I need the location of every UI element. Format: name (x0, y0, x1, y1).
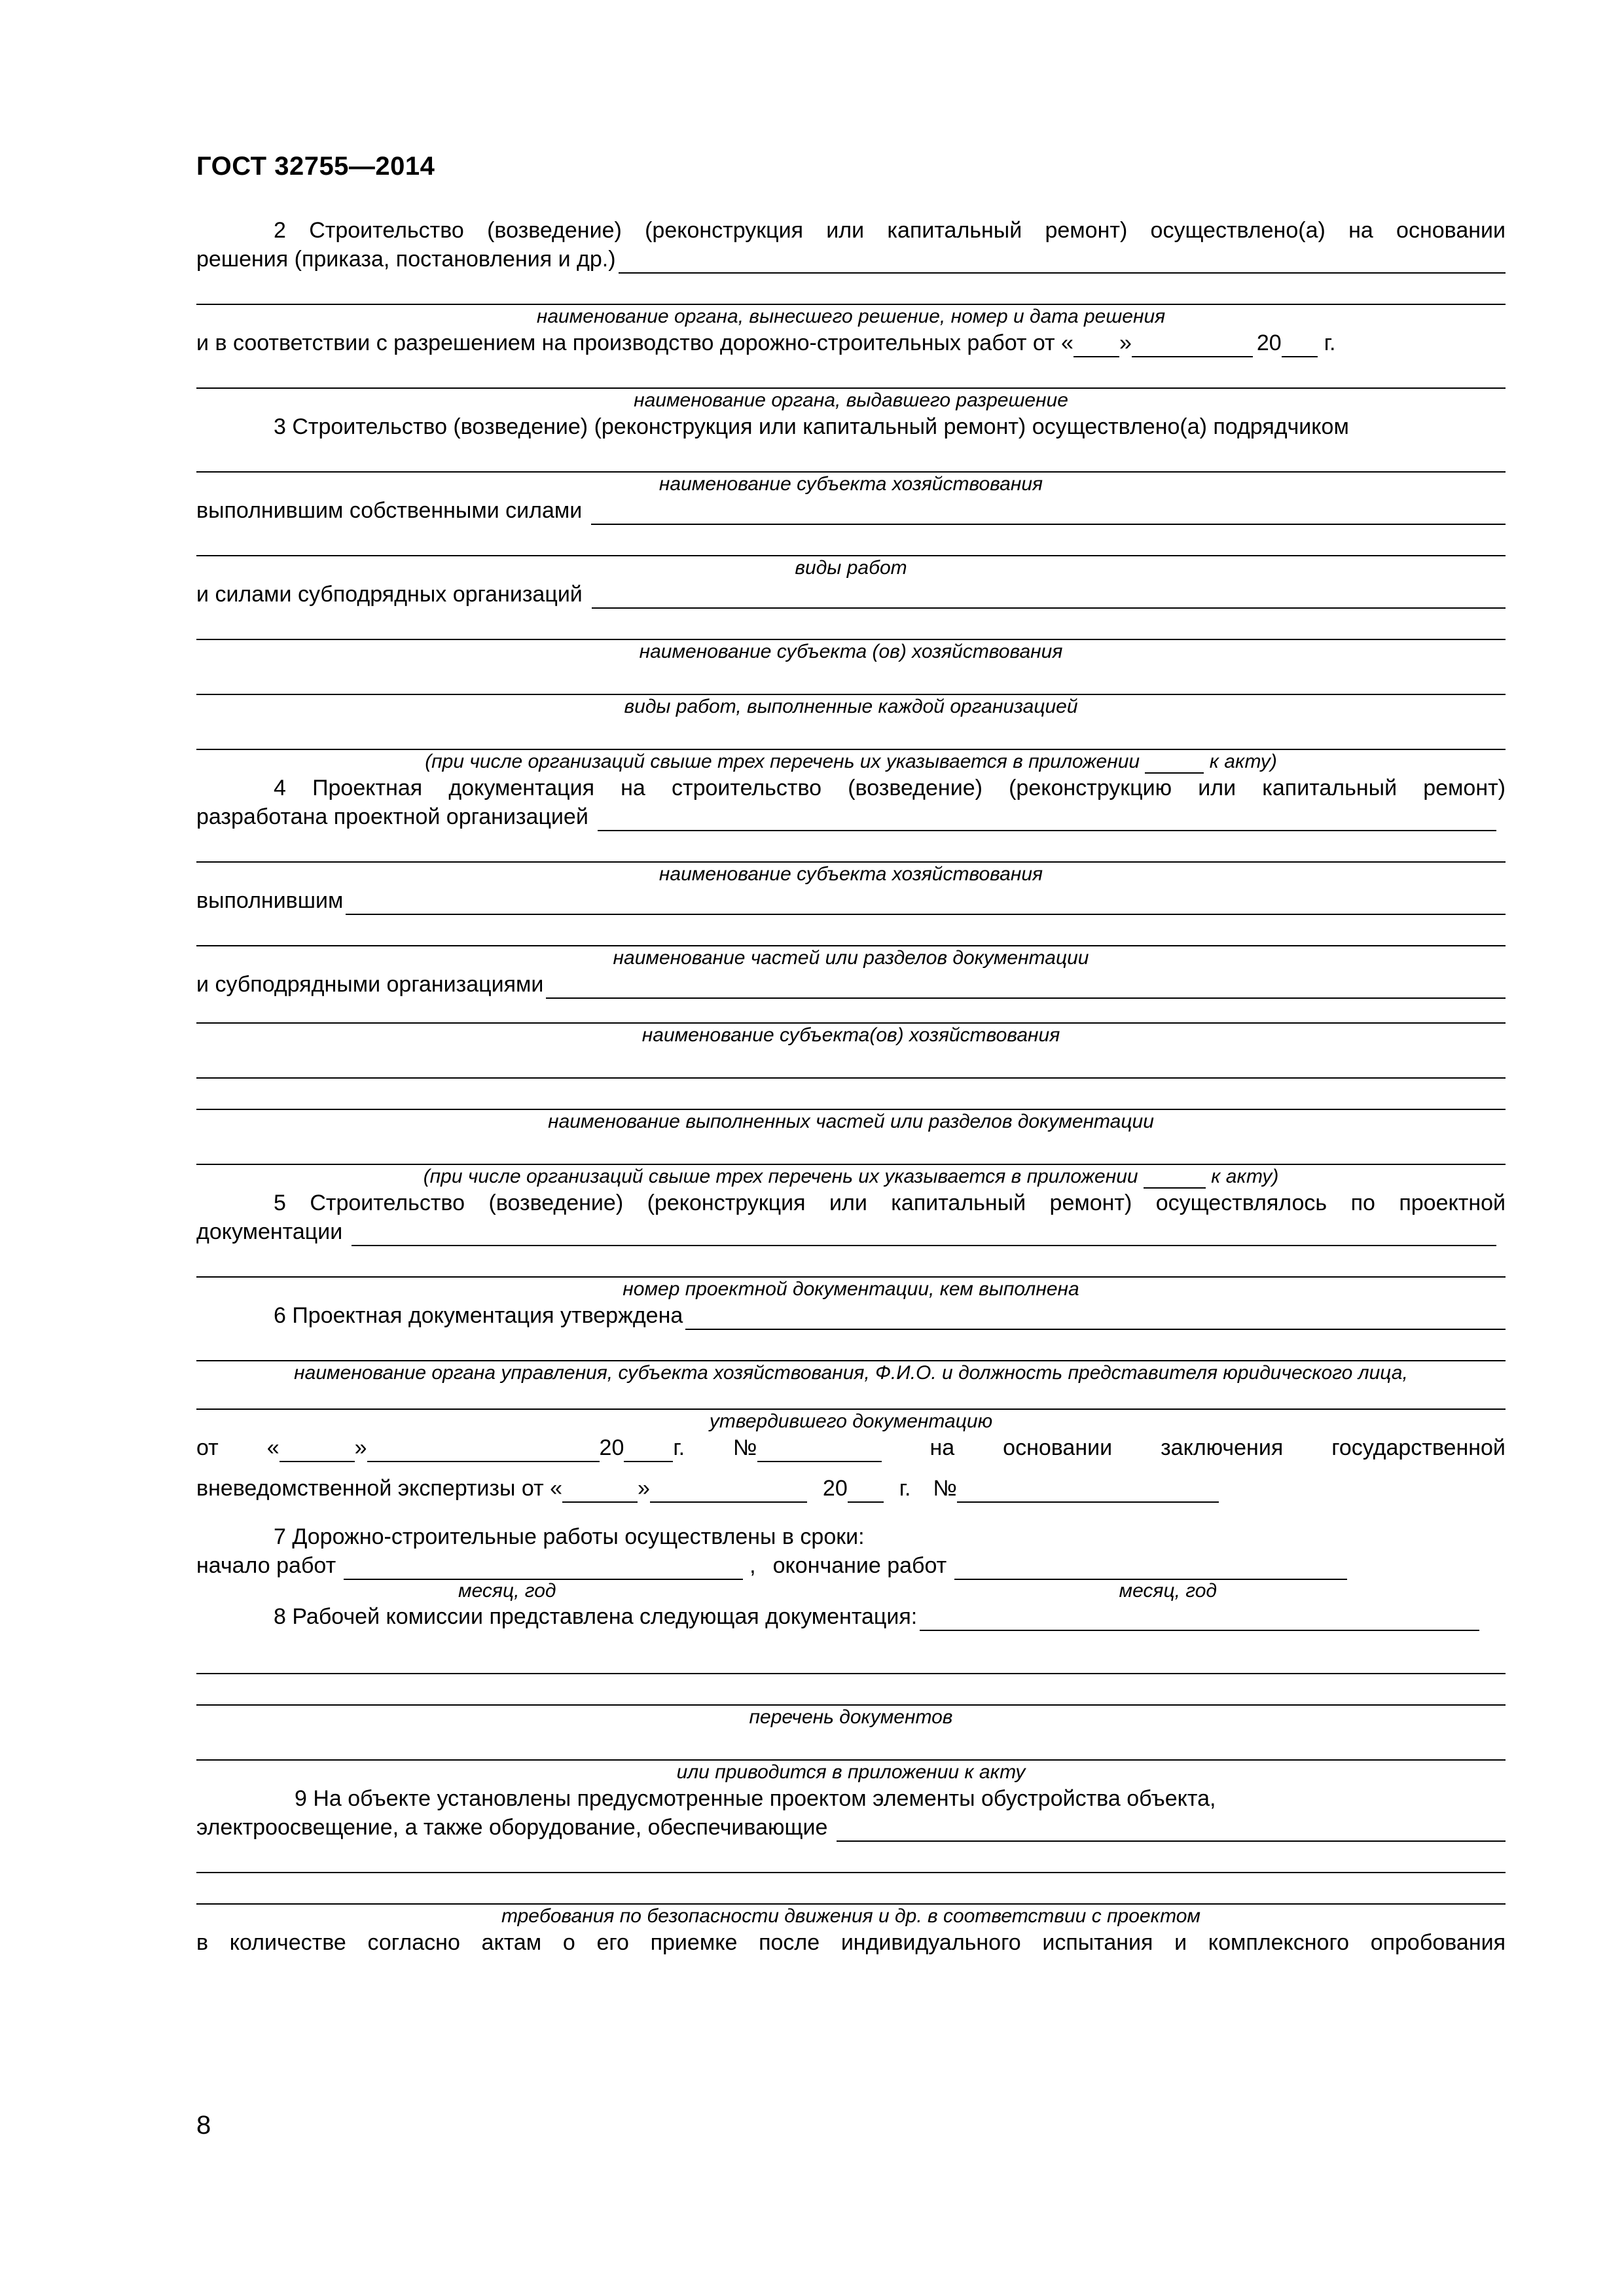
sec4-sub-orgs (196, 970, 1506, 999)
sec6-line1 (196, 1301, 1506, 1330)
sec6-approver-line[interactable] (196, 1330, 1506, 1361)
sec4-parts-line[interactable] (196, 915, 1506, 946)
sec9-line1: 9 На объекте установлены предусмотренные проектом элементы обустройства объекта, (295, 1786, 1216, 1811)
own-forces-field[interactable] (591, 501, 1506, 525)
sec6-expertise-num: № (933, 1476, 957, 1501)
sec4-caption-subjects: наименование субъекта(ов) хозяйствования (641, 1024, 1060, 1046)
sec9-requirements-line-2[interactable] (196, 1873, 1506, 1905)
sec6-expertise-g: г. (899, 1476, 911, 1501)
sec4-appendix-number-field[interactable] (1144, 1169, 1206, 1189)
sec5-docs-line[interactable] (196, 1246, 1506, 1278)
sec6-q-open: « (266, 1435, 280, 1460)
sec8-docs-line-2[interactable] (196, 1674, 1506, 1706)
sec3-caption-contractor: наименование субъекта хозяйствования (659, 473, 1043, 495)
docs-list-field[interactable] (920, 1607, 1479, 1631)
expertise-year-field[interactable] (848, 1480, 884, 1503)
sec7-line1: 7 Дорожно-строительные работы осуществлены в сроки: (274, 1524, 865, 1549)
sec9-line2-text: электроосвещение, а также оборудование, обеспечивающие (196, 1815, 828, 1840)
sec4-subjects-line[interactable] (196, 999, 1506, 1024)
sec7-end-label: окончание работ (772, 1553, 947, 1578)
sec4-caption-subject: наименование субъекта хозяйствования (659, 863, 1043, 885)
approved-by-field[interactable] (685, 1306, 1506, 1330)
sec6-year: 20 (599, 1435, 624, 1460)
sec9-requirements-line-1[interactable] (196, 1842, 1506, 1873)
sec7-start-label: начало работ (196, 1553, 336, 1578)
permit-day-field[interactable] (1074, 335, 1119, 357)
sec4-performed (196, 886, 1506, 915)
design-org-field[interactable] (598, 808, 1496, 831)
sec4-caption-completed-parts: наименование выполненных частей или разделов документации (548, 1111, 1154, 1132)
sec9-line3: в количестве согласно актам о его приемке после индивидуального испытания и комплексного опробования (196, 1930, 1506, 1955)
sec2-permit-prefix: и в соответствии с разрешением на производство дорожно-строительных работ от « (196, 331, 1074, 355)
expertise-number-field[interactable] (957, 1480, 1219, 1503)
sec4-performed-text: выполнившим (196, 888, 344, 913)
sec6-expertise-year: 20 (822, 1476, 848, 1501)
sec6-expertise-line (196, 1474, 1506, 1503)
sec3-appendix-suffix: к акту) (1209, 751, 1277, 772)
sec6-approver-line-2[interactable] (196, 1385, 1506, 1410)
sec6-date-group (267, 1433, 685, 1462)
sec6-caption-approved-docs: утвердившего документацию (709, 1410, 993, 1432)
sec7-caption-start: месяц, год (458, 1580, 556, 1602)
sec6-g: г. (673, 1435, 685, 1460)
sec9-line2 (196, 1813, 1506, 1842)
sec3-extra-line[interactable] (196, 719, 1506, 750)
sec3-caption-works-each: виды работ, выполненные каждой организацией (624, 696, 1078, 717)
sec3-own-forces (196, 496, 1506, 525)
sec4-line2-text: разработана проектной организацией (196, 804, 588, 829)
sec2-permit-authority-line[interactable] (196, 357, 1506, 389)
sec4-caption-appendix (196, 1165, 1506, 1189)
sec3-own-forces-text: выполнившим собственными силами (196, 498, 583, 523)
sec4-line2 (196, 802, 1506, 831)
expertise-day-field[interactable] (562, 1480, 638, 1503)
form-content (196, 216, 1506, 1957)
subcontractors-field[interactable] (592, 585, 1506, 609)
sec5-line2-text: документации (196, 1219, 343, 1244)
sec2-caption-decision: наименование органа, вынесшего решение, номер и дата решения (536, 306, 1166, 327)
sec2-permit-line (196, 329, 1506, 357)
sec2-permit-suffix: г. (1324, 331, 1336, 355)
design-docs-field[interactable] (352, 1223, 1496, 1246)
sec6-on: на (929, 1435, 955, 1460)
sec8-docs-line-1[interactable] (196, 1643, 1506, 1674)
sec6-state: государственной (1331, 1435, 1506, 1460)
sec6-line1-text: 6 Проектная документация утверждена (274, 1303, 683, 1328)
sec3-contractor-line[interactable] (196, 441, 1506, 473)
sec8-line1 (196, 1602, 1506, 1631)
sec7-dates: начало работ , окончание работ (196, 1551, 1506, 1580)
sec6-from: от (196, 1435, 219, 1460)
sec9-caption-requirements: требования по безопасности движения и др. в соответствии с проектом (501, 1905, 1201, 1927)
approval-day-field[interactable] (280, 1440, 355, 1462)
sec3-caption-subjects: наименование субъекта (ов) хозяйствования (639, 641, 1063, 662)
approval-year-field[interactable] (624, 1440, 673, 1462)
sec6-q-close: » (354, 1435, 367, 1460)
sec6-expertise-prefix: вневедомственной экспертизы от « (196, 1476, 562, 1501)
sec6-caption-approver: наименование органа управления, субъекта хозяйствования, Ф.И.О. и должность представителя юридического лица, (294, 1362, 1408, 1384)
sec4-subject-line[interactable] (196, 831, 1506, 863)
document-header: ГОСТ 32755—2014 (196, 152, 435, 181)
sec6-num-group (733, 1433, 881, 1462)
approval-number-field[interactable] (757, 1440, 882, 1462)
performed-field[interactable] (346, 891, 1506, 915)
sec4-sub-orgs-text: и субподрядными организациями (196, 972, 544, 997)
sec2-permit-year: 20 (1256, 331, 1282, 355)
expertise-month-field[interactable] (650, 1480, 807, 1503)
sec4-line1: 4 Проектная документация на строительство (возведение) (реконструкцию или капитальный ремонт) (274, 776, 1506, 800)
sec8-docs-line-3[interactable] (196, 1729, 1506, 1761)
sec3-subcontractors (196, 580, 1506, 609)
sec8-line1-text: 8 Рабочей комиссии представлена следующая документация: (274, 1604, 918, 1629)
sec8-caption-appendix: или приводится в приложении к акту (676, 1761, 1026, 1783)
sec7-caption-end: месяц, год (1119, 1580, 1217, 1602)
sec6-num: № (733, 1435, 757, 1460)
sec3-subcontractors-text: и силами субподрядных организаций (196, 582, 583, 607)
sec2-caption-authority: наименование органа, выдавшего разрешение (634, 389, 1068, 411)
sec8-caption-docs: перечень документов (749, 1706, 953, 1728)
sec3-caption-appendix (196, 750, 1506, 774)
sec5-line1: 5 Строительство (возведение) (реконструкция или капитальный ремонт) осуществлялось по проектной (274, 1191, 1506, 1215)
sec2-line2-text: решения (приказа, постановления и др.) (196, 247, 616, 272)
sec3-appendix-number-field[interactable] (1145, 754, 1204, 774)
equipment-field[interactable] (837, 1818, 1506, 1842)
sec4-parts-line-3[interactable] (196, 1079, 1506, 1110)
sec2-decision-field[interactable] (619, 250, 1506, 274)
work-end-field[interactable] (954, 1558, 1347, 1580)
sec4-extra-line[interactable] (196, 1134, 1506, 1165)
work-start-field[interactable] (344, 1558, 743, 1580)
sec2-decision-line[interactable] (196, 274, 1506, 305)
sec2-permit-mid: » (1119, 331, 1132, 355)
sec3-line1: 3 Строительство (возведение) (реконструкция или капитальный ремонт) осуществлено(а) подрядчиком (274, 414, 1349, 439)
sec6-conclusion: заключения (1161, 1435, 1284, 1460)
approval-month-field[interactable] (367, 1440, 600, 1462)
permit-month-field[interactable] (1132, 335, 1253, 357)
sub-orgs-field[interactable] (546, 975, 1506, 999)
sec5-caption-docs: номер проектной документации, кем выполнена (623, 1278, 1079, 1300)
sec7-captions (196, 1580, 1506, 1602)
sec5-line2 (196, 1217, 1506, 1246)
sec3-caption-works: виды работ (795, 557, 907, 579)
sec6-expertise-mid: » (638, 1476, 650, 1501)
sec4-appendix-prefix: (при числе организаций свыше трех перечень их указывается в приложении (423, 1166, 1138, 1187)
sec2-line1: 2 Строительство (возведение) (реконструкция или капитальный ремонт) осуществлено(а) на основании (274, 218, 1506, 243)
sec3-works-line[interactable] (196, 525, 1506, 556)
sec6-date-line (196, 1433, 1506, 1462)
sec2-line2 (196, 245, 1506, 274)
sec4-parts-line-2[interactable] (196, 1047, 1506, 1079)
sec4-caption-parts: наименование частей или разделов документации (613, 947, 1089, 969)
sec3-appendix-prefix: (при числе организаций свыше трех перечень их указывается в приложении (425, 751, 1140, 772)
sec3-works-each-line[interactable] (196, 664, 1506, 695)
permit-year-field[interactable] (1282, 335, 1318, 357)
sec3-subjects-line[interactable] (196, 609, 1506, 640)
page-number: 8 (196, 2111, 211, 2140)
sec4-appendix-suffix: к акту) (1211, 1166, 1279, 1187)
sec6-basis: основании (1003, 1435, 1113, 1460)
